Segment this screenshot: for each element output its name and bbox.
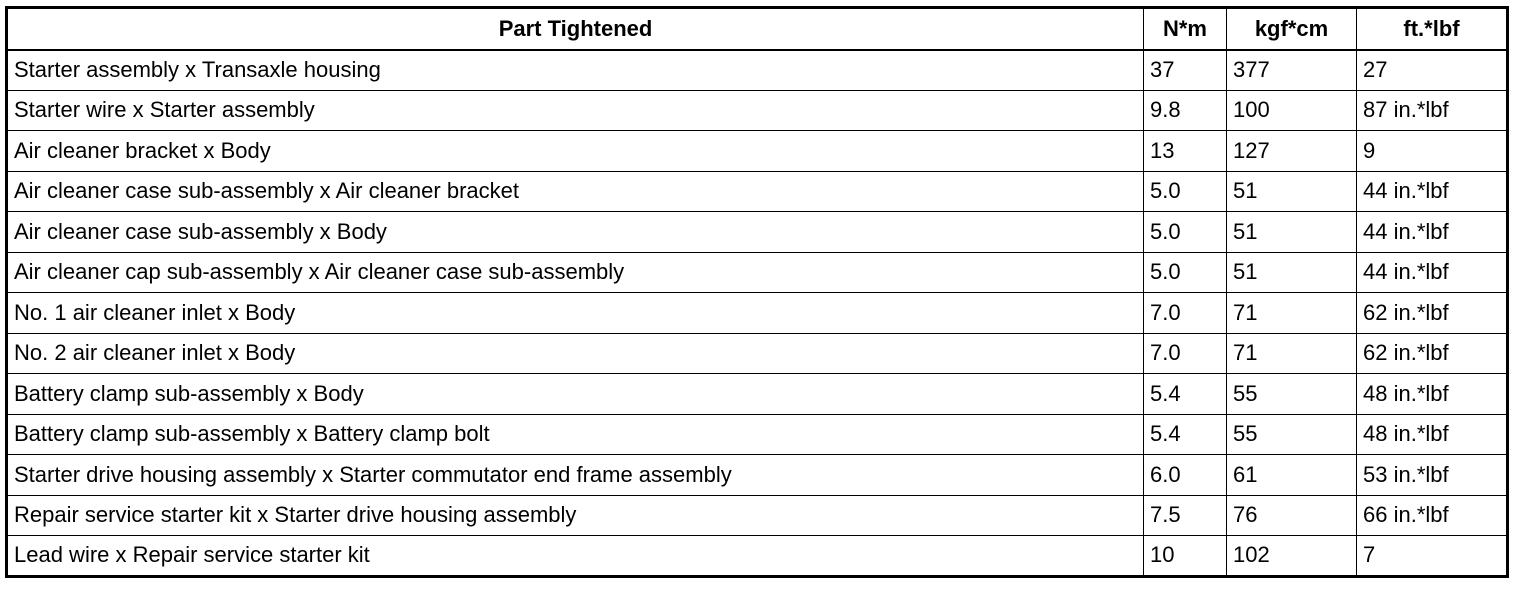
torque-specification-table bbox=[5, 6, 1509, 578]
cell-part: Battery clamp sub-assembly x Body bbox=[7, 374, 1144, 415]
cell-kgf-cm: 51 bbox=[1227, 212, 1357, 253]
cell-part: Air cleaner cap sub-assembly x Air cleaner case sub-assembly bbox=[7, 252, 1144, 293]
cell-part: Starter wire x Starter assembly bbox=[7, 90, 1144, 131]
table-row bbox=[7, 212, 1508, 253]
cell-part: Lead wire x Repair service starter kit bbox=[7, 536, 1144, 577]
header-row bbox=[7, 8, 1508, 50]
table-row bbox=[7, 50, 1508, 91]
cell-part: Air cleaner case sub-assembly x Air cleaner bracket bbox=[7, 171, 1144, 212]
cell-nm: 9.8 bbox=[1144, 90, 1227, 131]
cell-kgf-cm: 127 bbox=[1227, 131, 1357, 172]
cell-part: No. 1 air cleaner inlet x Body bbox=[7, 293, 1144, 334]
table-row bbox=[7, 90, 1508, 131]
cell-ft-lbf: 7 bbox=[1357, 536, 1508, 577]
cell-nm: 6.0 bbox=[1144, 455, 1227, 496]
header-kgf-cm: kgf*cm bbox=[1227, 8, 1357, 50]
table-row bbox=[7, 293, 1508, 334]
cell-part: Air cleaner case sub-assembly x Body bbox=[7, 212, 1144, 253]
cell-nm: 5.4 bbox=[1144, 374, 1227, 415]
cell-ft-lbf: 9 bbox=[1357, 131, 1508, 172]
table-row bbox=[7, 171, 1508, 212]
table-row bbox=[7, 536, 1508, 577]
cell-ft-lbf: 44 in.*lbf bbox=[1357, 212, 1508, 253]
table-row bbox=[7, 252, 1508, 293]
cell-nm: 5.0 bbox=[1144, 252, 1227, 293]
cell-ft-lbf: 44 in.*lbf bbox=[1357, 252, 1508, 293]
cell-ft-lbf: 27 bbox=[1357, 50, 1508, 91]
cell-ft-lbf: 53 in.*lbf bbox=[1357, 455, 1508, 496]
cell-part: Repair service starter kit x Starter drive housing assembly bbox=[7, 495, 1144, 536]
table-row bbox=[7, 414, 1508, 455]
cell-ft-lbf: 87 in.*lbf bbox=[1357, 90, 1508, 131]
cell-part: No. 2 air cleaner inlet x Body bbox=[7, 333, 1144, 374]
cell-nm: 13 bbox=[1144, 131, 1227, 172]
table-body bbox=[7, 50, 1508, 577]
cell-kgf-cm: 71 bbox=[1227, 333, 1357, 374]
cell-kgf-cm: 55 bbox=[1227, 414, 1357, 455]
cell-kgf-cm: 76 bbox=[1227, 495, 1357, 536]
cell-kgf-cm: 100 bbox=[1227, 90, 1357, 131]
cell-kgf-cm: 61 bbox=[1227, 455, 1357, 496]
cell-kgf-cm: 51 bbox=[1227, 171, 1357, 212]
cell-nm: 10 bbox=[1144, 536, 1227, 577]
cell-ft-lbf: 48 in.*lbf bbox=[1357, 414, 1508, 455]
table-row bbox=[7, 495, 1508, 536]
cell-part: Battery clamp sub-assembly x Battery clamp bolt bbox=[7, 414, 1144, 455]
cell-kgf-cm: 55 bbox=[1227, 374, 1357, 415]
cell-nm: 7.0 bbox=[1144, 333, 1227, 374]
cell-nm: 5.0 bbox=[1144, 171, 1227, 212]
table-row bbox=[7, 374, 1508, 415]
table-row bbox=[7, 333, 1508, 374]
cell-nm: 37 bbox=[1144, 50, 1227, 91]
cell-part: Air cleaner bracket x Body bbox=[7, 131, 1144, 172]
cell-nm: 7.0 bbox=[1144, 293, 1227, 334]
table-row bbox=[7, 131, 1508, 172]
cell-ft-lbf: 62 in.*lbf bbox=[1357, 293, 1508, 334]
cell-nm: 7.5 bbox=[1144, 495, 1227, 536]
cell-nm: 5.4 bbox=[1144, 414, 1227, 455]
cell-ft-lbf: 66 in.*lbf bbox=[1357, 495, 1508, 536]
cell-nm: 5.0 bbox=[1144, 212, 1227, 253]
table-row bbox=[7, 455, 1508, 496]
header-newton-meter: N*m bbox=[1144, 8, 1227, 50]
header-ft-lbf: ft.*lbf bbox=[1357, 8, 1508, 50]
cell-kgf-cm: 71 bbox=[1227, 293, 1357, 334]
cell-kgf-cm: 102 bbox=[1227, 536, 1357, 577]
cell-kgf-cm: 51 bbox=[1227, 252, 1357, 293]
cell-part: Starter assembly x Transaxle housing bbox=[7, 50, 1144, 91]
table-header bbox=[7, 8, 1508, 50]
cell-ft-lbf: 62 in.*lbf bbox=[1357, 333, 1508, 374]
cell-ft-lbf: 48 in.*lbf bbox=[1357, 374, 1508, 415]
cell-ft-lbf: 44 in.*lbf bbox=[1357, 171, 1508, 212]
header-part-tightened: Part Tightened bbox=[7, 8, 1144, 50]
cell-part: Starter drive housing assembly x Starter commutator end frame assembly bbox=[7, 455, 1144, 496]
cell-kgf-cm: 377 bbox=[1227, 50, 1357, 91]
